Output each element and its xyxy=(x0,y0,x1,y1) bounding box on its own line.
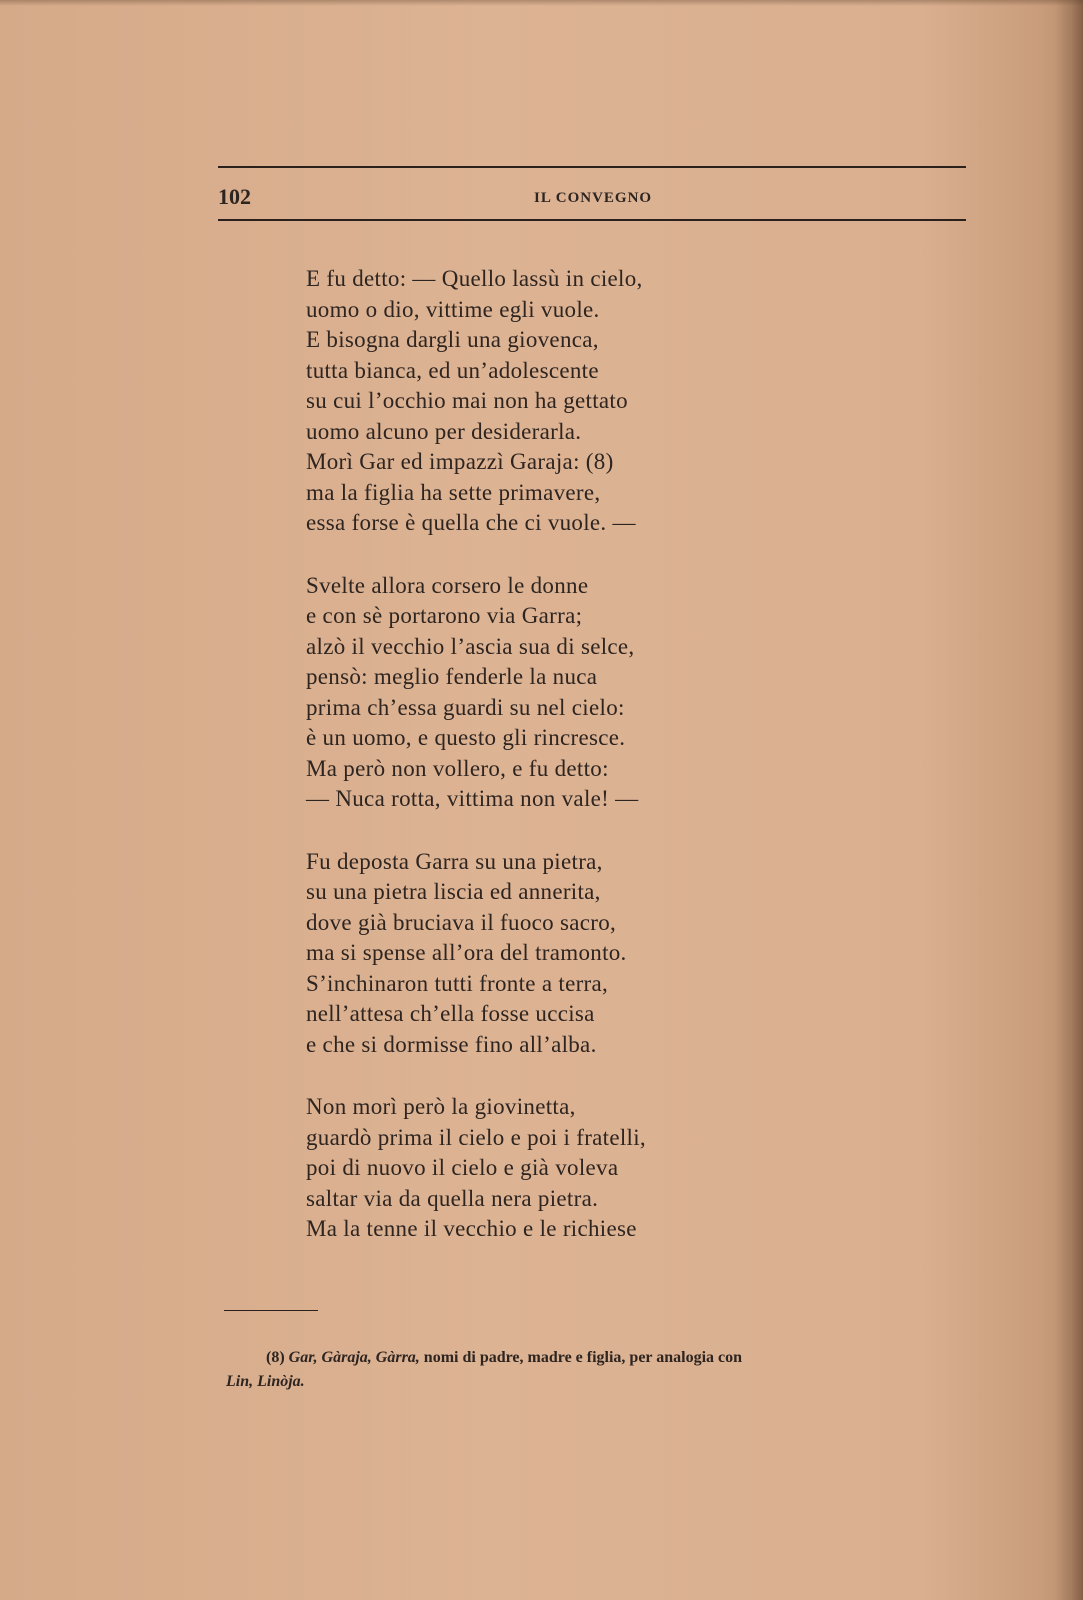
poem-line: nell’attesa ch’ella fosse uccisa xyxy=(306,1001,595,1026)
poem-line: e che si dormisse fino all’alba. xyxy=(306,1031,597,1057)
stanza xyxy=(306,571,806,815)
poem-line: alzò il vecchio l’ascia sua di selce, xyxy=(306,633,635,659)
poem-line: pensò: meglio fenderle la nuca xyxy=(306,664,598,689)
footnote-names: Gar, Gàraja, Gàrra, xyxy=(288,1349,420,1366)
poem-line: su una pietra liscia ed annerita, xyxy=(306,879,601,904)
page-edge-shadow xyxy=(1055,0,1083,1600)
poem-line: e con sè portarono via Garra; xyxy=(306,603,583,628)
poem-line: — Nuca rotta, vittima non vale! — xyxy=(306,786,639,811)
poem-line: su cui l’occhio mai non ha gettato xyxy=(306,388,628,413)
stanza xyxy=(306,1092,806,1245)
poem-line: prima ch’essa guardi su nel cielo: xyxy=(306,694,625,720)
poem-line: tutta bianca, ed un’adolescente xyxy=(306,357,599,383)
poem-line: saltar via da quella nera pietra. xyxy=(306,1185,599,1211)
poem-line: ma si spense all’ora del tramonto. xyxy=(306,940,627,965)
poem-line: Svelte allora corsero le donne xyxy=(306,572,589,598)
running-title: IL CONVEGNO xyxy=(534,190,653,206)
page-top-shadow xyxy=(0,0,1083,6)
page-number: 102 xyxy=(218,184,251,209)
footnote xyxy=(226,1346,971,1394)
poem-line: guardò prima il cielo e poi i fratelli, xyxy=(306,1124,646,1150)
poem xyxy=(306,264,806,1277)
poem-line: S’inchinaron tutti fronte a terra, xyxy=(306,970,609,996)
footnote-text: nomi di padre, madre e figlia, per analogia con xyxy=(423,1349,743,1366)
footnote-marker: (8) xyxy=(266,1349,285,1366)
header-bottom-rule xyxy=(218,219,966,221)
poem-line: dove già bruciava il fuoco sacro, xyxy=(306,909,617,935)
poem-line: essa forse è quella che ci vuole. — xyxy=(306,510,636,535)
header-top-rule xyxy=(218,166,966,168)
poem-line: Ma però non vollero, e fu detto: xyxy=(306,755,609,781)
poem-line: Ma la tenne il vecchio e le richiese xyxy=(306,1216,637,1241)
poem-line: Non morì però la giovinetta, xyxy=(306,1094,576,1119)
poem-line: è un uomo, e questo gli rincresce. xyxy=(306,725,626,750)
poem-line: E bisogna dargli una giovenca, xyxy=(306,327,599,352)
poem-line: Fu deposta Garra su una pietra, xyxy=(306,848,603,874)
poem-line: ma la figlia ha sette primavere, xyxy=(306,479,601,505)
stanza xyxy=(306,264,806,539)
poem-line: E fu detto: — Quello lassù in cielo, xyxy=(306,266,643,291)
footnote-names-analogy: Lin, Linòja. xyxy=(226,1373,305,1390)
footnote-rule xyxy=(224,1310,318,1311)
poem-line: poi di nuovo il cielo e già voleva xyxy=(306,1155,619,1180)
poem-line: Morì Gar ed impazzì Garaja: (8) xyxy=(306,449,614,474)
poem-line: uomo alcuno per desiderarla. xyxy=(306,418,582,444)
poem-line: uomo o dio, vittime egli vuole. xyxy=(306,296,600,322)
stanza xyxy=(306,847,806,1061)
